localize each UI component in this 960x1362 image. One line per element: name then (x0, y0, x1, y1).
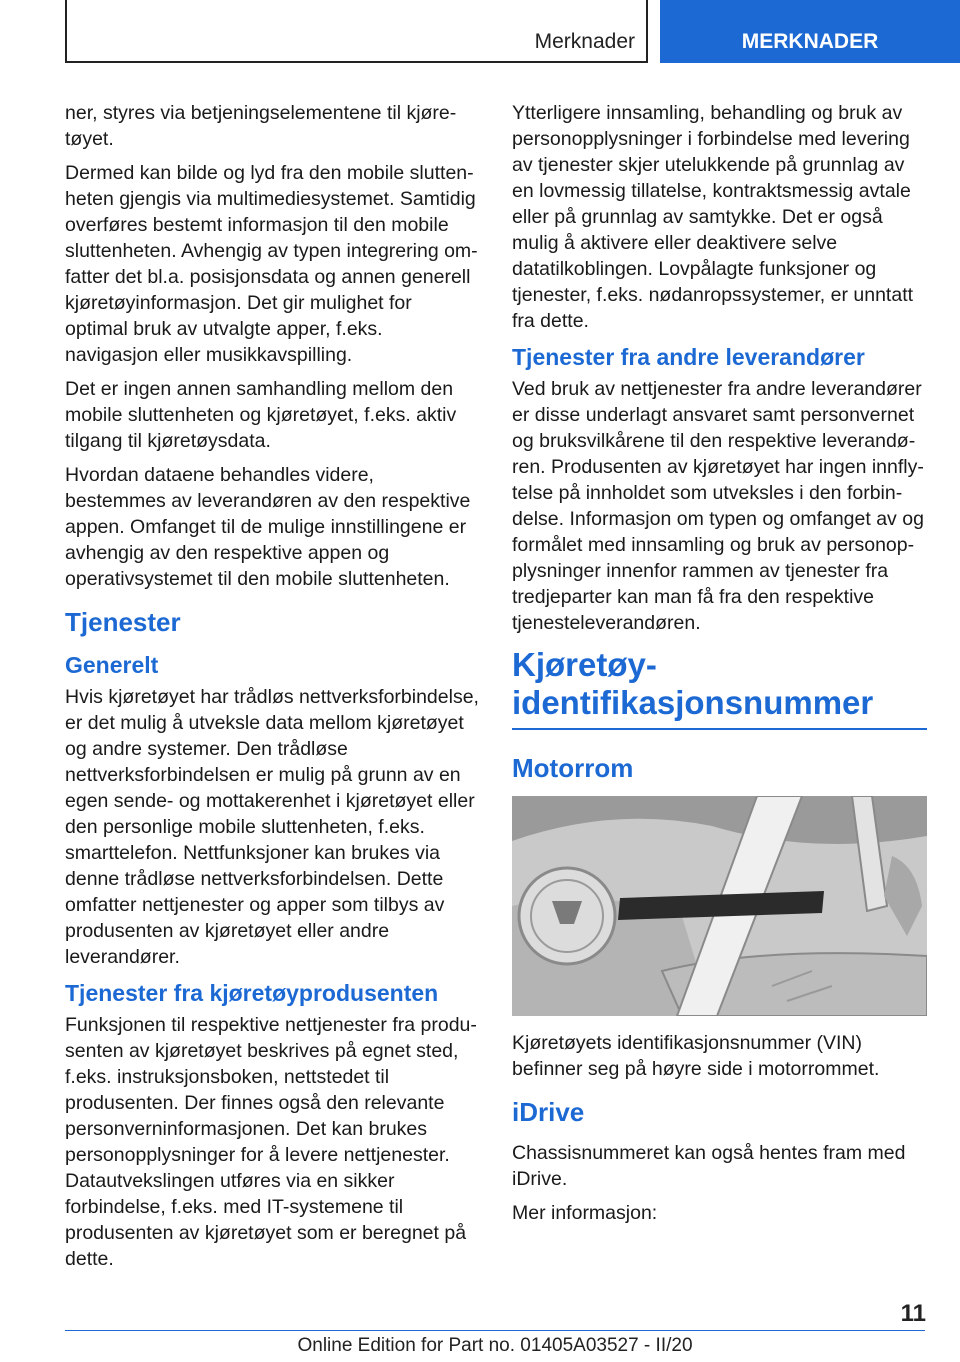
heading-generelt: Generelt (65, 652, 159, 678)
header-section-title: Merknader (534, 30, 635, 53)
header-chapter-label: MERKNADER (741, 30, 879, 53)
paragraph: Ved bruk av nettjenester fra andre leverandører er disse underlagt ansvaret samt personvernet og bruksvilkårene til den respektive leverandøren. Produsenten av kjøretøyet har ingen innflytelse på innholdet som utveksles i den forbindelse. Informasjon om typen og omfanget av og formålet med innsamling og bruk av personopplysninger innenfor rammen av tjenester fra tredjeparter kan man få fra den respektive tjenesteleverandøren. (512, 378, 924, 634)
left-column (65, 100, 480, 1280)
paragraph: Mer informasjon: (512, 1202, 658, 1224)
paragraph: Chassisnummeret kan også hentes fram med iDrive. (512, 1142, 906, 1190)
footer-divider (65, 1330, 925, 1331)
right-column (512, 100, 927, 1234)
header-chapter-tab (660, 0, 960, 63)
paragraph: Kjøretøyets identifikasjonsnummer (VIN) befinner seg på høyre side i motorrommet. (512, 1032, 880, 1080)
paragraph: Dermed kan bilde og lyd fra den mobile sluttenheten gjengis via multimediesystemet. Samtidig overføres bestemt informasjon til den mobile sluttenheten. Avhengig av typen integrering omfatter det bl.a. posisjonsdata og annen generell kjøretøyinformasjon. Det gir mulighet for optimal bruk av utvalgte apper, f.eks. navigasjon eller musikkavspilling. (65, 162, 478, 366)
heading-motorrom: Motorrom (512, 753, 634, 783)
footer-edition: Online Edition for Part no. 01405A03527 - II/20 (297, 1335, 693, 1356)
heading-tjenester-produsent: Tjenester fra kjøretøyprodusenten (65, 980, 439, 1006)
paragraph: Funksjonen til respektive nettjenester fra produsenten av kjøretøyet beskrives på egnet sted, f.eks. instruksjonsboken, nettstedet til produsenten. Der finnes også den relevante personverninformasjonen. Det kan brukes personopplysninger for å levere nettjenester. Datautvekslingen utføres via en sikker forbindelse, f.eks. med IT-systemene til produsenten av kjøretøyet som er beregnet på dette. (65, 1014, 477, 1270)
heading-idrive: iDrive (512, 1097, 585, 1127)
page-number: 11 (900, 1300, 926, 1327)
paragraph: ner, styres via betjeningselementene til kjøretøyet. (65, 102, 457, 150)
engine-bay-illustration (512, 796, 927, 1016)
heading-vin-line1: Kjøretøy- (512, 646, 657, 683)
heading-vin-line2: identifikasjonsnummer (512, 684, 874, 721)
paragraph: Det er ingen annen samhandling mellom den mobile sluttenheten og kjøretøyet, f.eks. aktiv tilgang til kjøretøysdata. (65, 378, 457, 452)
main-heading-block (512, 646, 927, 730)
paragraph: Hvordan dataene behandles videre, bestemmes av leverandøren av den respektive appen. Omfanget til de mulige innstillingene er avhengig av den respektive appen og operativsystemet til den mobile sluttenheten. (65, 464, 471, 590)
paragraph: Hvis kjøretøyet har trådløs nettverksforbindelse, er det mulig å utveksle data mellom kjøretøyet og andre systemer. Den trådløse nettverksforbindelsen er mulig på grunn av en egen sende- og mottakerenhet i kjøretøyet eller den personlige mobile sluttenheten, f.eks. smarttelefon. Nettfunksjoner kan brukes via denne trådløse nettverksforbindelsen. Dette omfatter nettjenester og apper som tilbys av produsenten av kjøretøyet eller andre leverandører. (65, 686, 479, 968)
heading-tjenester: Tjenester (65, 607, 181, 637)
heading-tjenester-andre: Tjenester fra andre leverandører (512, 344, 865, 370)
paragraph: Ytterligere innsamling, behandling og bruk av personopplysninger i forbindelse med levering av tjenester skjer utelukkende på grunnlag av en lovmessig tillatelse, kontraktsmessig avtale eller på grunnlag av samtykke. Det er også mulig å aktivere eller deaktivere selve datatilkoblingen. Lovpålagte funksjoner og tjenester, f.eks. nødanropssystemer, er unntatt fra dette. (512, 102, 914, 332)
heading-vin (512, 646, 927, 722)
